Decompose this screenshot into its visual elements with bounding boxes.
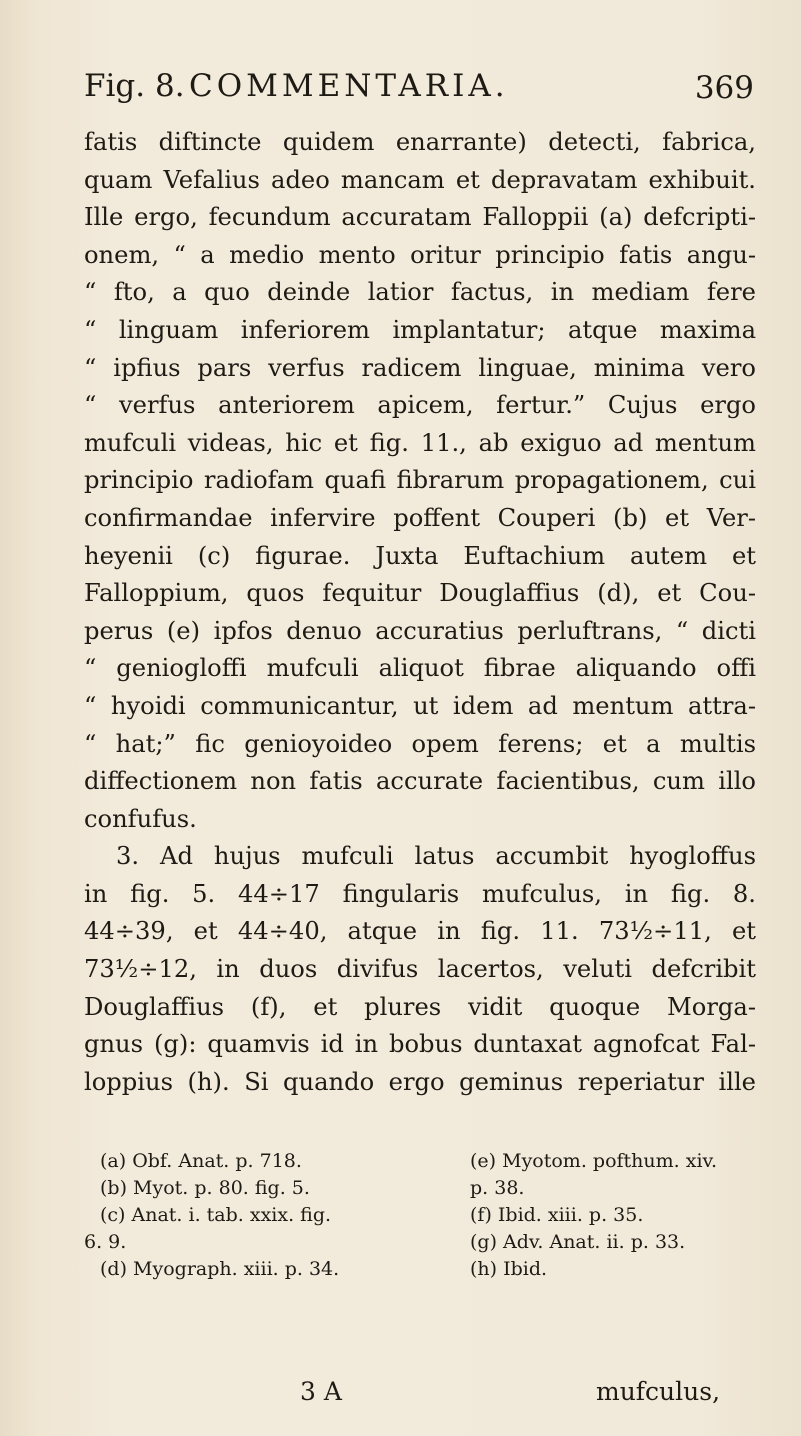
text-line: loppius (h). Si quando ergo geminus reperiatur ille bbox=[84, 1067, 756, 1096]
text-line: fatis diftincte quidem enarrante) detecti, fabrica, bbox=[84, 128, 756, 156]
text-line: Falloppium, quos fequitur Douglaffius (d), et Cou- bbox=[84, 579, 756, 608]
footnote-e: (e) Myotom. pofthum. xiv. bbox=[470, 1150, 718, 1172]
text-line: diffectionem non fatis accurate facientibus, cum illo bbox=[84, 767, 756, 796]
text-line: confirmandae infervire poffent Couperi (b) et Ver- bbox=[84, 503, 756, 532]
footnote-row bbox=[84, 1202, 756, 1229]
main-text bbox=[84, 124, 756, 1101]
text-line: quam Vefalius adeo mancam et depravatam exhibuit. bbox=[84, 165, 756, 194]
paragraph-start-line: 3. Ad hujus mufculi latus accumbit hyogloffus bbox=[116, 842, 756, 871]
footnote-row bbox=[84, 1148, 756, 1175]
text-line: 44÷39, et 44÷40, atque in fig. 11. 73½÷11, et bbox=[84, 917, 756, 946]
catchword: mufculus, bbox=[596, 1377, 721, 1406]
text-line: “ verfus anteriorem apicem, fertur.” Cujus ergo bbox=[84, 391, 756, 420]
text-line: perus (e) ipfos denuo accuratius perluftrans, “ dicti bbox=[84, 616, 756, 645]
footnote-c-continued: 6. 9. bbox=[84, 1231, 127, 1253]
running-header bbox=[84, 68, 754, 112]
signature-mark: 3 A bbox=[300, 1377, 342, 1406]
text-line: “ hat;” fic genioyoideo opem ferens; et a multis bbox=[84, 729, 756, 758]
text-line: Douglaffius (f), et plures vidit quoque Morga- bbox=[84, 992, 756, 1021]
footnote-row bbox=[84, 1256, 756, 1283]
footnote-a: (a) Obf. Anat. p. 718. bbox=[100, 1150, 302, 1172]
text-line: “ fto, a quo deinde latior factus, in mediam fere bbox=[84, 278, 756, 307]
footnote-b: (b) Myot. p. 80. fig. 5. bbox=[100, 1177, 310, 1199]
text-line: “ ipfius pars verfus radicem linguae, minima vero bbox=[84, 353, 756, 382]
footnote-h: (h) Ibid. bbox=[470, 1258, 548, 1280]
text-line: “ geniogloffi mufculi aliquot fibrae aliquando offi bbox=[84, 654, 756, 683]
footnote-row bbox=[84, 1229, 756, 1256]
text-line: onem, “ a medio mento oritur principio fatis angu- bbox=[84, 240, 756, 269]
text-line: 73½÷12, in duos divifus lacertos, veluti defcribit bbox=[84, 955, 756, 984]
text-line: “ hyoidi communicantur, ut idem ad mentum attra- bbox=[84, 691, 756, 720]
footnote-f: (f) Ibid. xiii. p. 35. bbox=[470, 1204, 644, 1226]
footnotes bbox=[84, 1148, 756, 1283]
text-line: heyenii (c) figurae. Juxta Euftachium autem et bbox=[84, 541, 756, 570]
text-line: Ille ergo, fecundum accuratam Falloppii (a) defcripti- bbox=[84, 203, 756, 232]
footnote-c: (c) Anat. i. tab. xxix. fig. bbox=[100, 1204, 332, 1226]
footnote-g: (g) Adv. Anat. ii. p. 33. bbox=[470, 1231, 686, 1253]
text-line: principio radiofam quafi fibrarum propagationem, cui bbox=[84, 466, 756, 495]
text-line: “ linguam inferiorem implantatur; atque maxima bbox=[84, 315, 756, 344]
page-number: 369 bbox=[694, 70, 754, 106]
text-line: in fig. 5. 44÷17 fingularis mufculus, in fig. 8. bbox=[84, 879, 756, 908]
running-title: COMMENTARIA. bbox=[189, 68, 509, 104]
text-line: confufus. bbox=[84, 804, 197, 833]
footnote-d: (d) Myograph. xiii. p. 34. bbox=[100, 1258, 340, 1280]
figure-reference: Fig. 8. bbox=[84, 68, 185, 104]
text-line: mufculi videas, hic et fig. 11., ab exiguo ad mentum bbox=[84, 428, 756, 457]
text-line: gnus (g): quamvis id in bobus duntaxat agnofcat Fal- bbox=[84, 1030, 756, 1059]
footnote-row bbox=[84, 1175, 756, 1202]
footnote-e-continued: p. 38. bbox=[470, 1177, 525, 1199]
